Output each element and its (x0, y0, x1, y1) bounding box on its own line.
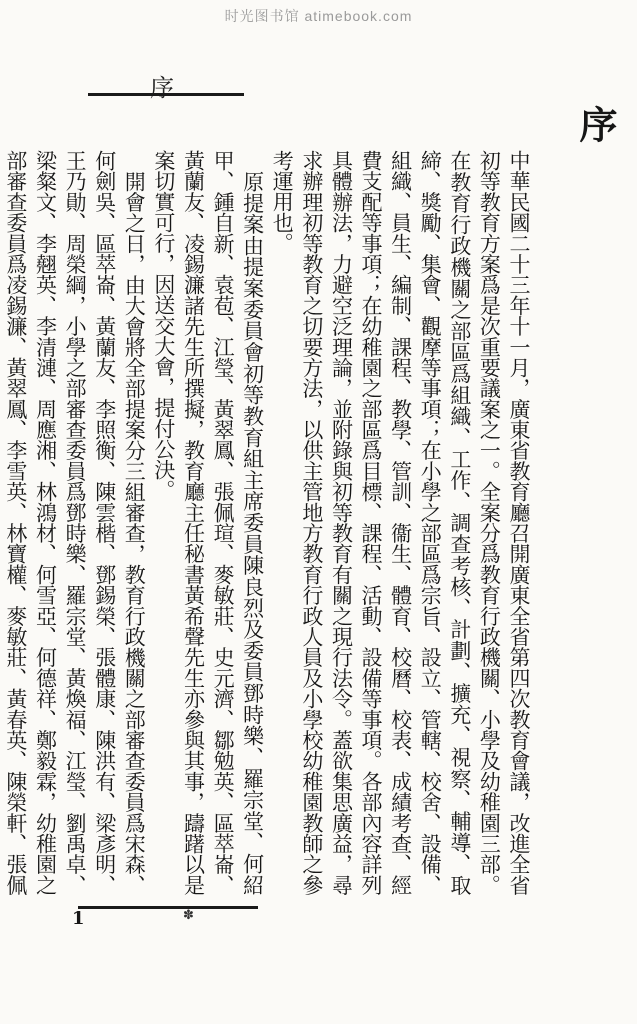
paragraph-2: 原提案由提案委員會初等教育組主席委員陳良烈及委員鄧時樂、羅宗堂、何紹甲、鍾自新、袁苞、江瑩、黃翠鳳、張佩瑄、麥敏莊、史元濟、鄒勉英、區萃崙、黃蘭友、凌錫濂諸先生所撰擬，教育廳主任秘書黃希聲先生亦參與其事，躊躇以是案切實可行，因送交大會，提付公決。 (151, 150, 265, 895)
running-head: 序 (150, 74, 174, 102)
ornament-icon: ✽ (183, 908, 194, 923)
section-title: 序 (573, 105, 618, 143)
body-text (3, 150, 533, 895)
watermark: 时光图书馆 atimebook.com (224, 8, 413, 24)
paragraph-3: 開會之日，由大會將全部提案分三組審查，教育行政機關之部審查委員爲宋森、何劍吳、區萃崙、黃蘭友、李照衡、陳雲楷、鄧錫榮、張體康、陳洪有、梁彥明、王乃勛、周榮綱，小學之部審查委員爲鄧時樂、羅宗堂、黃煥福、江瑩、劉禹卓、梁粲文、李翹英、李清漣、周應湘、林鴻材、何雪亞、何德祥、鄭毅霖，幼稚園之部審查委員爲凌錫濂、黃翠鳳、李雪英、林寶權、麥敏莊、黃春英、陳榮軒、張佩 (3, 150, 147, 895)
page-number: 1 (72, 908, 85, 929)
paragraph-1: 中華民國二十三年十一月，廣東省教育廳召開廣東全省第四次教育會議，改進全省初等教育方案爲是次重要議案之一。全案分爲教育行政機關、小學及幼稚園三部。在教育行政機關之部區爲組織、工作、調查考核、計劃、擴充、視察、輔導、取締、獎勵、集會、觀摩等事項；在小學之部區爲宗旨、設立、管轄、校舍、設備、組織、員生、編制、課程、教學、管訓、衞生、體育、校曆、校表、成績考查、經費支配等事項；在幼稚園之部區爲目標、課程、活動、設備等事項。各部內容詳列具體辦法，力避空泛理論，並附錄與初等教育有關之現行法令。蓋欲集思廣益，尋求辦理初等教育之切要方法，以供主管地方教育行政人員及小學校幼稚園教師之參考運用也。 (270, 150, 531, 895)
header-rule (88, 93, 244, 96)
footer-rule (78, 906, 258, 909)
